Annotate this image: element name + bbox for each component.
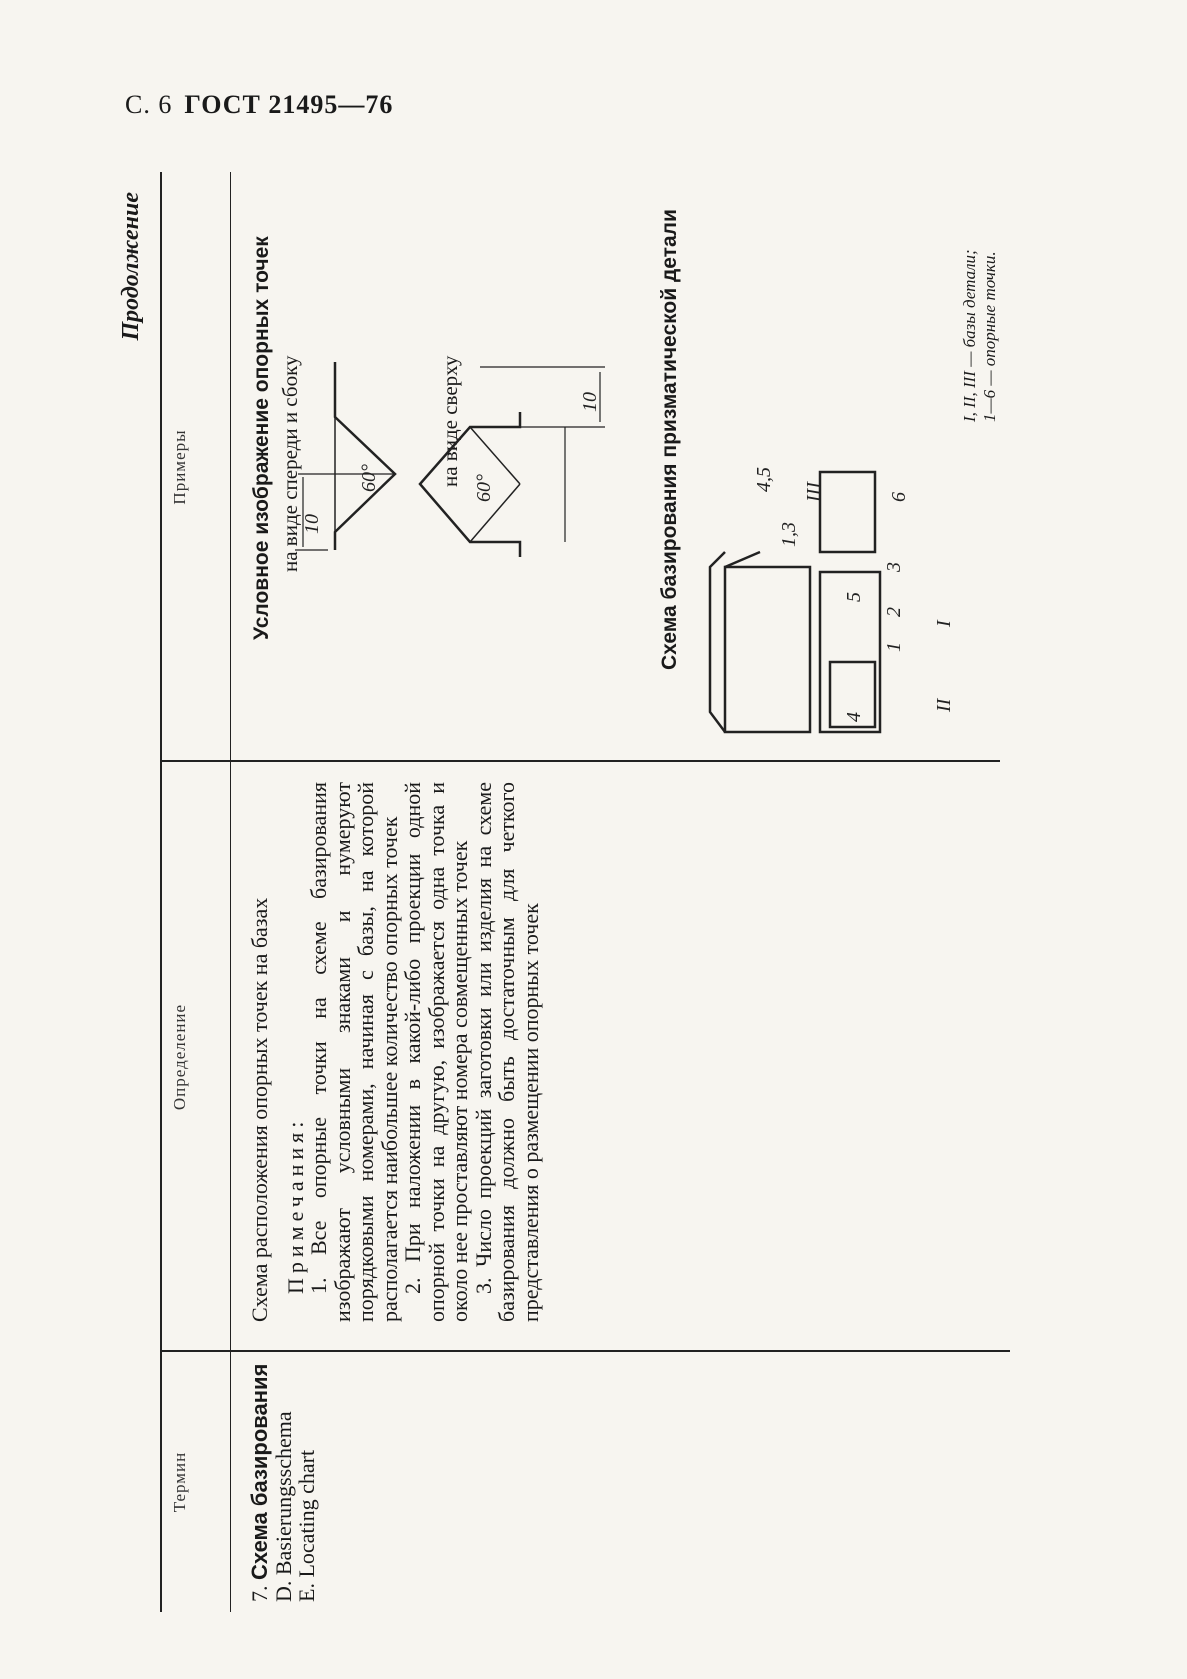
symbol-title: Условное изображение опорных точек: [250, 236, 273, 640]
column-header-examples: Примеры: [170, 429, 189, 505]
point-label-5: 5: [843, 592, 865, 602]
point-label-4-5: 4,5: [753, 467, 775, 492]
note-1: 1. Все опорные точки на схеме базирования изображают условными знаками и нумеруют порядковыми номерами, начиная с базы, на которой располагается наибольшее количество опорных точек: [306, 782, 402, 1322]
base-label-III: III: [803, 482, 825, 502]
continuation-label: Продолжение: [118, 192, 144, 341]
prism-title: Схема базирования призматической детали: [658, 209, 681, 670]
point-label-3: 3: [883, 562, 905, 572]
legend-points: 1—6 — опорные точки.: [980, 251, 999, 422]
term-german: D. Basierungsschema: [270, 1411, 296, 1602]
point-label-2: 2: [883, 607, 905, 617]
dim-10-top: 10: [579, 392, 601, 412]
point-label-1-3: 1,3: [778, 522, 800, 547]
term-number: 7.: [247, 1585, 272, 1602]
legend-bases: I, II, III — базы детали;: [960, 249, 979, 422]
point-label-1: 1: [883, 642, 905, 652]
prism-top-view: [725, 567, 810, 732]
point-label-4: 4: [843, 712, 865, 722]
prism-side-view: [820, 472, 875, 552]
notes-heading: Примечания:: [282, 1116, 308, 1294]
term-name: Схема базирования: [247, 1363, 272, 1580]
point-label-6: 6: [888, 492, 910, 502]
base-label-I: I: [933, 620, 955, 627]
support-symbol-front: [335, 362, 395, 550]
column-header-term: Термин: [170, 1451, 189, 1513]
examples-drawings: [160, 172, 1090, 1612]
angle-60-top: 60°: [473, 474, 495, 502]
page-number: С. 6: [125, 90, 173, 119]
dim-10-front: 10: [301, 514, 323, 534]
note-2: 2. При наложении в какой-либо проекции одной опорной точки на другую, изображается одна точка и около нее проставляют номера совмещенных точек: [400, 782, 472, 1322]
rotated-table: [118, 172, 1090, 1612]
base-label-II: II: [933, 698, 955, 712]
angle-60-front: 60°: [358, 464, 380, 492]
support-symbol-top: [420, 412, 520, 557]
page-header: [125, 90, 393, 120]
definition-main: Схема расположения опорных точек на базах: [247, 897, 272, 1322]
column-header-definition: Определение: [170, 1003, 189, 1111]
note-3: 3. Число проекций заготовки или изделия на схеме базирования должно быть достаточным для четкого представления о размещении опорных точек: [470, 782, 543, 1322]
standard-number: ГОСТ 21495—76: [184, 90, 394, 119]
legend: [960, 249, 1000, 422]
top-view-label: на виде сверху: [438, 355, 462, 487]
term-english: E. Locating chart: [294, 1449, 319, 1602]
front-side-label: на виде спереди и сбоку: [278, 355, 302, 572]
